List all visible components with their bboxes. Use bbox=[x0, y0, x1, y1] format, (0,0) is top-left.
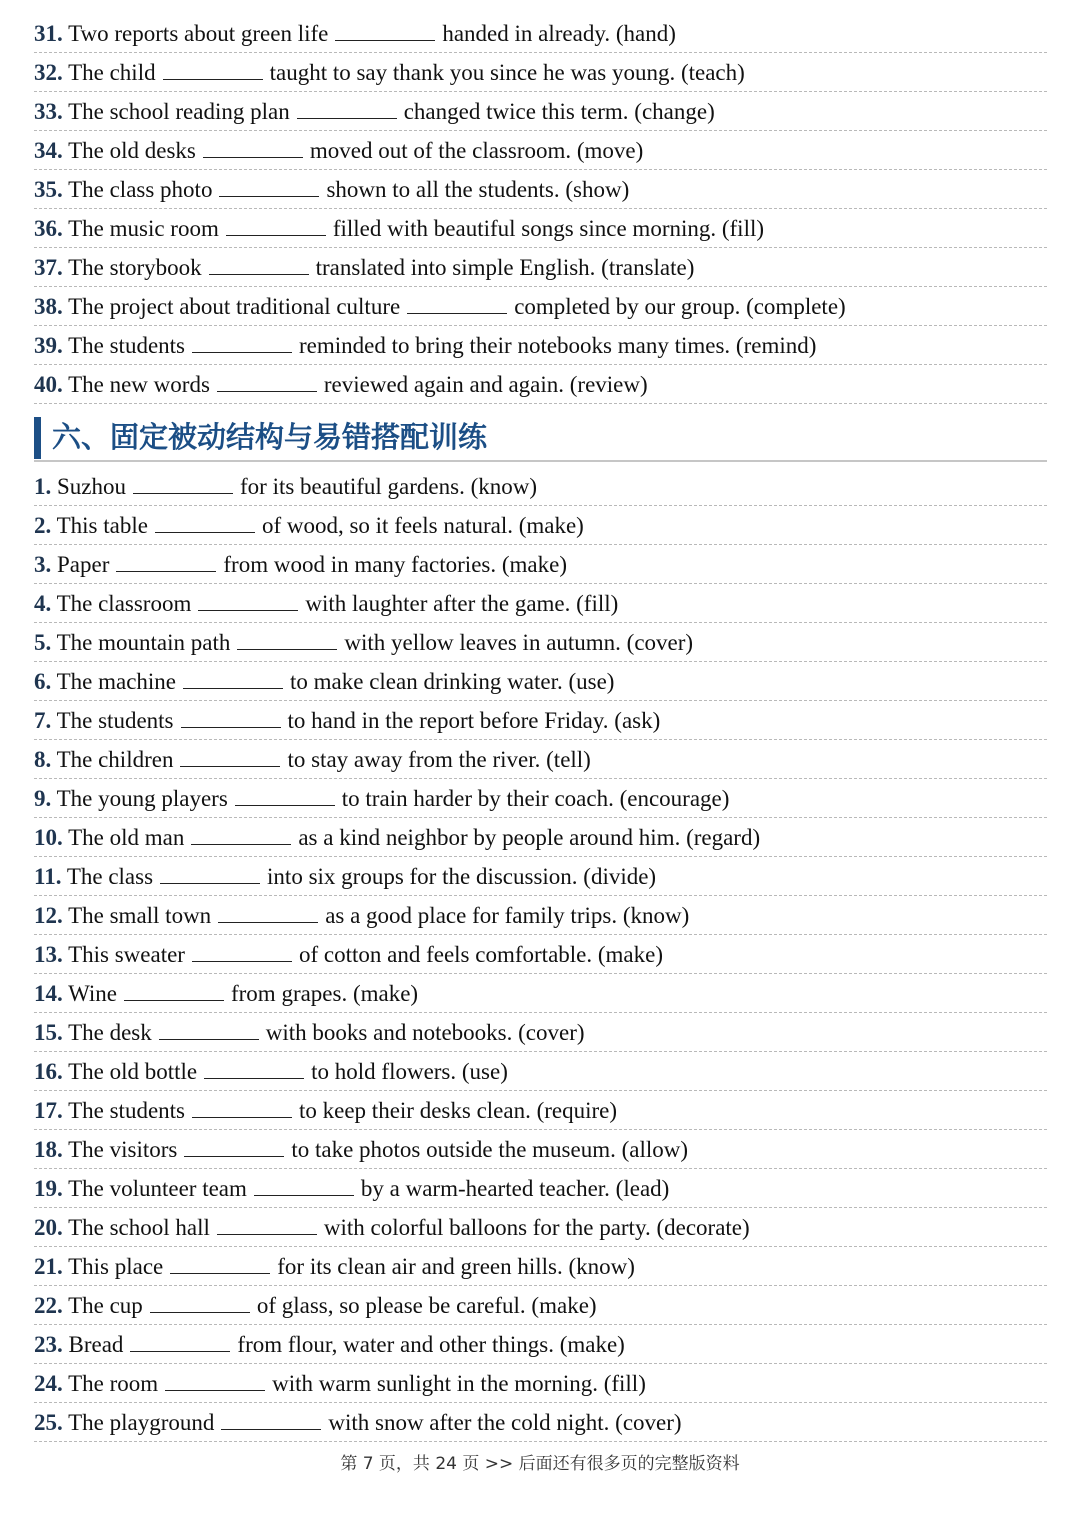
item-number: 24. bbox=[34, 1371, 63, 1396]
sentence-start: Suzhou bbox=[57, 474, 126, 499]
answer-blank[interactable] bbox=[204, 1058, 304, 1079]
item-number: 32. bbox=[34, 60, 63, 85]
answer-blank[interactable] bbox=[192, 941, 292, 962]
answer-blank[interactable] bbox=[170, 1253, 270, 1274]
exercise-item bbox=[34, 467, 1047, 506]
sentence-end: to hold flowers. (use) bbox=[311, 1059, 508, 1084]
sentence-start: The room bbox=[68, 1371, 159, 1396]
item-number: 37. bbox=[34, 255, 63, 280]
exercise-item bbox=[34, 1403, 1047, 1442]
exercise-item bbox=[34, 365, 1047, 404]
exercise-item bbox=[34, 170, 1047, 209]
answer-blank[interactable] bbox=[219, 176, 319, 197]
sentence-start: The old bottle bbox=[68, 1059, 198, 1084]
answer-blank[interactable] bbox=[116, 551, 216, 572]
exercise-item bbox=[34, 14, 1047, 53]
sentence-start: The new words bbox=[68, 372, 210, 397]
sentence-end: of wood, so it feels natural. (make) bbox=[261, 513, 584, 538]
sentence-start: The project about traditional culture bbox=[68, 294, 401, 319]
sentence-start: This table bbox=[56, 513, 148, 538]
answer-blank[interactable] bbox=[198, 590, 298, 611]
item-number: 5. bbox=[34, 630, 52, 655]
sentence-start: The students bbox=[68, 333, 185, 358]
item-number: 10. bbox=[34, 825, 63, 850]
sentence-start: Paper bbox=[57, 552, 110, 577]
item-number: 1. bbox=[34, 474, 52, 499]
exercise-item bbox=[34, 1052, 1047, 1091]
answer-blank[interactable] bbox=[209, 254, 309, 275]
exercise-item bbox=[34, 740, 1047, 779]
exercise-item bbox=[34, 1013, 1047, 1052]
exercise-item bbox=[34, 896, 1047, 935]
item-number: 36. bbox=[34, 216, 63, 241]
answer-blank[interactable] bbox=[226, 215, 326, 236]
answer-blank[interactable] bbox=[160, 863, 260, 884]
sentence-start: Wine bbox=[68, 981, 117, 1006]
item-number: 35. bbox=[34, 177, 63, 202]
sentence-end: to stay away from the river. (tell) bbox=[287, 747, 591, 772]
sentence-end: by a warm-hearted teacher. (lead) bbox=[360, 1176, 670, 1201]
answer-blank[interactable] bbox=[254, 1175, 354, 1196]
answer-blank[interactable] bbox=[184, 1136, 284, 1157]
answer-blank[interactable] bbox=[191, 824, 291, 845]
answer-blank[interactable] bbox=[335, 20, 435, 41]
item-number: 11. bbox=[34, 864, 62, 889]
item-number: 38. bbox=[34, 294, 63, 319]
item-number: 18. bbox=[34, 1137, 63, 1162]
exercise-item bbox=[34, 779, 1047, 818]
item-number: 31. bbox=[34, 21, 63, 46]
answer-blank[interactable] bbox=[297, 98, 397, 119]
sentence-end: filled with beautiful songs since morning. (fill) bbox=[332, 216, 765, 241]
sentence-end: moved out of the classroom. (move) bbox=[309, 138, 644, 163]
item-number: 22. bbox=[34, 1293, 63, 1318]
sentence-end: into six groups for the discussion. (divide) bbox=[267, 864, 657, 889]
sentence-end: with warm sunlight in the morning. (fill) bbox=[272, 1371, 646, 1396]
item-number: 9. bbox=[34, 786, 52, 811]
sentence-end: with colorful balloons for the party. (decorate) bbox=[323, 1215, 750, 1240]
answer-blank[interactable] bbox=[217, 1214, 317, 1235]
sentence-start: The students bbox=[68, 1098, 185, 1123]
sentence-end: to take photos outside the museum. (allow) bbox=[291, 1137, 689, 1162]
item-number: 25. bbox=[34, 1410, 63, 1435]
item-number: 14. bbox=[34, 981, 63, 1006]
sentence-start: The school hall bbox=[68, 1215, 210, 1240]
sentence-end: with laughter after the game. (fill) bbox=[305, 591, 619, 616]
answer-blank[interactable] bbox=[181, 707, 281, 728]
sentence-start: Bread bbox=[68, 1332, 124, 1357]
sentence-end: to train harder by their coach. (encourage) bbox=[341, 786, 730, 811]
answer-blank[interactable] bbox=[130, 1331, 230, 1352]
item-number: 7. bbox=[34, 708, 52, 733]
answer-blank[interactable] bbox=[159, 1019, 259, 1040]
sentence-start: This place bbox=[68, 1254, 164, 1279]
sentence-start: The child bbox=[68, 60, 156, 85]
item-number: 6. bbox=[34, 669, 52, 694]
exercise-item bbox=[34, 1286, 1047, 1325]
exercise-item bbox=[34, 287, 1047, 326]
page-footer: 第 7 页，共 24 页 >> 后面还有很多页的完整版资料 bbox=[340, 1454, 740, 1474]
answer-blank[interactable] bbox=[217, 371, 317, 392]
exercise-list-1-25 bbox=[34, 467, 1047, 1442]
sentence-end: reviewed again and again. (review) bbox=[323, 372, 648, 397]
exercise-item bbox=[34, 1091, 1047, 1130]
answer-blank[interactable] bbox=[163, 59, 263, 80]
answer-blank[interactable] bbox=[221, 1409, 321, 1430]
answer-blank[interactable] bbox=[133, 473, 233, 494]
exercise-item bbox=[34, 662, 1047, 701]
section-title: 六、固定被动结构与易错搭配训练 bbox=[52, 420, 488, 454]
sentence-end: to keep their desks clean. (require) bbox=[299, 1098, 618, 1123]
exercise-item bbox=[34, 1364, 1047, 1403]
sentence-end: to hand in the report before Friday. (ask) bbox=[287, 708, 661, 733]
section-accent-bar bbox=[34, 417, 41, 459]
sentence-end: completed by our group. (complete) bbox=[514, 294, 846, 319]
sentence-start: Two reports about green life bbox=[68, 21, 329, 46]
answer-blank[interactable] bbox=[203, 137, 303, 158]
answer-blank[interactable] bbox=[192, 332, 292, 353]
sentence-start: The mountain path bbox=[56, 630, 231, 655]
sentence-end: with yellow leaves in autumn. (cover) bbox=[344, 630, 694, 655]
sentence-end: handed in already. (hand) bbox=[442, 21, 676, 46]
item-number: 20. bbox=[34, 1215, 63, 1240]
item-number: 17. bbox=[34, 1098, 63, 1123]
sentence-end: of glass, so please be careful. (make) bbox=[256, 1293, 597, 1318]
item-number: 2. bbox=[34, 513, 52, 538]
sentence-end: reminded to bring their notebooks many times. (remind) bbox=[299, 333, 817, 358]
exercise-item bbox=[34, 974, 1047, 1013]
item-number: 33. bbox=[34, 99, 63, 124]
sentence-start: The class bbox=[66, 864, 154, 889]
exercise-item bbox=[34, 131, 1047, 170]
answer-blank[interactable] bbox=[235, 785, 335, 806]
item-number: 3. bbox=[34, 552, 52, 577]
item-number: 34. bbox=[34, 138, 63, 163]
sentence-end: taught to say thank you since he was young. (teach) bbox=[269, 60, 745, 85]
exercise-item bbox=[34, 1208, 1047, 1247]
exercise-item bbox=[34, 1169, 1047, 1208]
answer-blank[interactable] bbox=[183, 668, 283, 689]
item-number: 21. bbox=[34, 1254, 63, 1279]
sentence-end: as a good place for family trips. (know) bbox=[325, 903, 690, 928]
sentence-end: from grapes. (make) bbox=[230, 981, 419, 1006]
sentence-start: The school reading plan bbox=[68, 99, 290, 124]
exercise-item bbox=[34, 506, 1047, 545]
sentence-start: This sweater bbox=[68, 942, 185, 967]
answer-blank[interactable] bbox=[180, 746, 280, 767]
sentence-start: The students bbox=[56, 708, 174, 733]
sentence-end: translated into simple English. (translate) bbox=[315, 255, 695, 280]
sentence-end: shown to all the students. (show) bbox=[326, 177, 630, 202]
exercise-item bbox=[34, 1325, 1047, 1364]
item-number: 13. bbox=[34, 942, 63, 967]
exercise-item bbox=[34, 1247, 1047, 1286]
exercise-item bbox=[34, 53, 1047, 92]
section-header bbox=[34, 414, 1047, 462]
answer-blank[interactable] bbox=[150, 1292, 250, 1313]
item-number: 12. bbox=[34, 903, 63, 928]
answer-blank[interactable] bbox=[407, 293, 507, 314]
sentence-end: of cotton and feels comfortable. (make) bbox=[298, 942, 663, 967]
sentence-end: as a kind neighbor by people around him. (regard) bbox=[298, 825, 761, 850]
sentence-start: The children bbox=[56, 747, 174, 772]
sentence-start: The visitors bbox=[68, 1137, 178, 1162]
sentence-start: The playground bbox=[68, 1410, 215, 1435]
sentence-start: The old man bbox=[68, 825, 185, 850]
sentence-end: from flour, water and other things. (make) bbox=[237, 1332, 625, 1357]
exercise-item bbox=[34, 584, 1047, 623]
item-number: 8. bbox=[34, 747, 52, 772]
sentence-end: with books and notebooks. (cover) bbox=[265, 1020, 585, 1045]
exercise-item bbox=[34, 857, 1047, 896]
sentence-start: The classroom bbox=[56, 591, 192, 616]
answer-blank[interactable] bbox=[155, 512, 255, 533]
sentence-start: The music room bbox=[68, 216, 219, 241]
sentence-end: changed twice this term. (change) bbox=[403, 99, 715, 124]
answer-blank[interactable] bbox=[124, 980, 224, 1001]
exercise-item bbox=[34, 935, 1047, 974]
item-number: 19. bbox=[34, 1176, 63, 1201]
exercise-item bbox=[34, 701, 1047, 740]
answer-blank[interactable] bbox=[165, 1370, 265, 1391]
answer-blank[interactable] bbox=[237, 629, 337, 650]
item-number: 16. bbox=[34, 1059, 63, 1084]
sentence-start: The cup bbox=[68, 1293, 143, 1318]
exercise-item bbox=[34, 1130, 1047, 1169]
sentence-end: for its clean air and green hills. (know) bbox=[277, 1254, 635, 1279]
sentence-start: The class photo bbox=[68, 177, 213, 202]
sentence-start: The storybook bbox=[68, 255, 202, 280]
exercise-item bbox=[34, 818, 1047, 857]
exercise-item bbox=[34, 209, 1047, 248]
answer-blank[interactable] bbox=[192, 1097, 292, 1118]
sentence-start: The young players bbox=[56, 786, 228, 811]
answer-blank[interactable] bbox=[218, 902, 318, 923]
exercise-item bbox=[34, 545, 1047, 584]
sentence-end: with snow after the cold night. (cover) bbox=[328, 1410, 682, 1435]
exercise-item bbox=[34, 623, 1047, 662]
exercise-item bbox=[34, 326, 1047, 365]
sentence-start: The old desks bbox=[68, 138, 196, 163]
sentence-end: for its beautiful gardens. (know) bbox=[240, 474, 538, 499]
item-number: 40. bbox=[34, 372, 63, 397]
exercise-item bbox=[34, 92, 1047, 131]
sentence-start: The volunteer team bbox=[68, 1176, 247, 1201]
exercise-item bbox=[34, 248, 1047, 287]
sentence-start: The small town bbox=[68, 903, 212, 928]
item-number: 23. bbox=[34, 1332, 63, 1357]
sentence-end: from wood in many factories. (make) bbox=[223, 552, 567, 577]
exercise-list-31-40 bbox=[34, 14, 1047, 404]
item-number: 15. bbox=[34, 1020, 63, 1045]
sentence-end: to make clean drinking water. (use) bbox=[290, 669, 615, 694]
sentence-start: The machine bbox=[56, 669, 177, 694]
sentence-start: The desk bbox=[68, 1020, 152, 1045]
item-number: 39. bbox=[34, 333, 63, 358]
item-number: 4. bbox=[34, 591, 52, 616]
